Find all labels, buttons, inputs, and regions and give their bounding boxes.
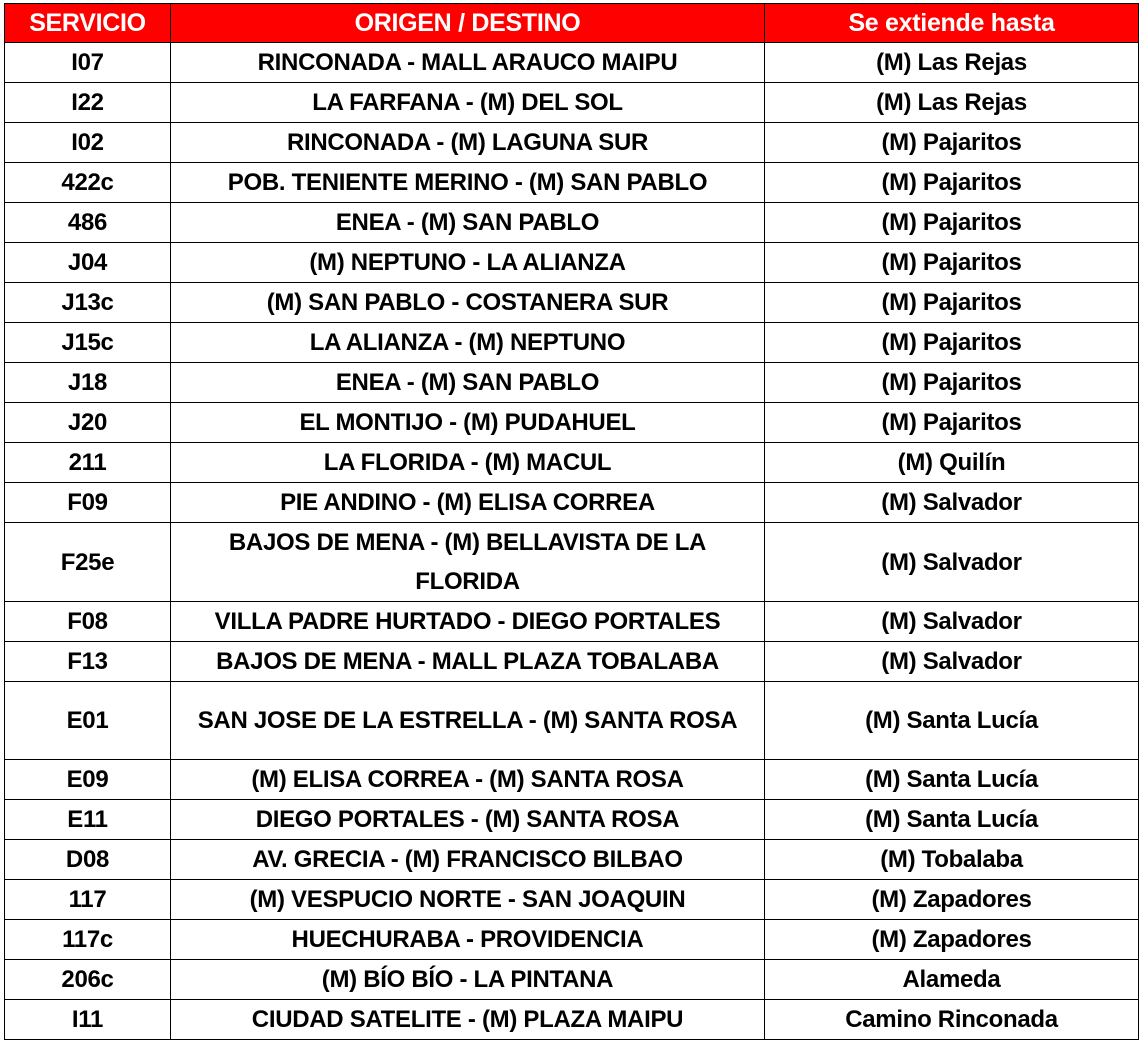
cell-origen-destino: BAJOS DE MENA - MALL PLAZA TOBALABA [171, 642, 765, 682]
cell-origen-destino: VILLA PADRE HURTADO - DIEGO PORTALES [171, 602, 765, 642]
table-row [5, 880, 1139, 920]
cell-origen-destino: LA ALIANZA - (M) NEPTUNO [171, 323, 765, 363]
cell-origen-destino: ENEA - (M) SAN PABLO [171, 363, 765, 403]
table-row [5, 283, 1139, 323]
cell-servicio: I11 [5, 1000, 171, 1040]
cell-servicio: F09 [5, 483, 171, 523]
cell-se-extiende-hasta: (M) Las Rejas [765, 43, 1139, 83]
table-row [5, 800, 1139, 840]
cell-se-extiende-hasta: (M) Salvador [765, 523, 1139, 602]
cell-servicio: I07 [5, 43, 171, 83]
cell-se-extiende-hasta: (M) Tobalaba [765, 840, 1139, 880]
cell-se-extiende-hasta: (M) Salvador [765, 642, 1139, 682]
cell-se-extiende-hasta: (M) Pajaritos [765, 403, 1139, 443]
table-row [5, 43, 1139, 83]
cell-servicio: 422c [5, 163, 171, 203]
cell-se-extiende-hasta: (M) Zapadores [765, 920, 1139, 960]
cell-origen-destino: HUECHURABA - PROVIDENCIA [171, 920, 765, 960]
cell-servicio: E09 [5, 760, 171, 800]
table-row [5, 840, 1139, 880]
cell-se-extiende-hasta: (M) Santa Lucía [765, 760, 1139, 800]
cell-se-extiende-hasta: (M) Salvador [765, 602, 1139, 642]
cell-se-extiende-hasta: (M) Salvador [765, 483, 1139, 523]
cell-origen-destino: LA FLORIDA - (M) MACUL [171, 443, 765, 483]
cell-se-extiende-hasta: (M) Pajaritos [765, 203, 1139, 243]
table-row [5, 1000, 1139, 1040]
cell-servicio: F13 [5, 642, 171, 682]
table-row [5, 363, 1139, 403]
table-row [5, 682, 1139, 760]
cell-origen-destino: (M) VESPUCIO NORTE - SAN JOAQUIN [171, 880, 765, 920]
table-row [5, 123, 1139, 163]
cell-servicio: I22 [5, 83, 171, 123]
cell-origen-destino: POB. TENIENTE MERINO - (M) SAN PABLO [171, 163, 765, 203]
cell-origen-destino: LA FARFANA - (M) DEL SOL [171, 83, 765, 123]
header-origen-destino: ORIGEN / DESTINO [171, 4, 765, 43]
cell-servicio: I02 [5, 123, 171, 163]
table-row [5, 483, 1139, 523]
cell-origen-destino: ENEA - (M) SAN PABLO [171, 203, 765, 243]
cell-origen-destino: SAN JOSE DE LA ESTRELLA - (M) SANTA ROSA [171, 682, 765, 760]
table-row [5, 523, 1139, 602]
table-header [5, 4, 1139, 43]
cell-origen-destino: (M) BÍO BÍO - LA PINTANA [171, 960, 765, 1000]
table-row [5, 403, 1139, 443]
cell-servicio: J18 [5, 363, 171, 403]
table-row [5, 203, 1139, 243]
cell-se-extiende-hasta: Alameda [765, 960, 1139, 1000]
cell-servicio: F25e [5, 523, 171, 602]
cell-servicio: 211 [5, 443, 171, 483]
cell-origen-destino: (M) SAN PABLO - COSTANERA SUR [171, 283, 765, 323]
cell-se-extiende-hasta: (M) Zapadores [765, 880, 1139, 920]
cell-origen-destino: CIUDAD SATELITE - (M) PLAZA MAIPU [171, 1000, 765, 1040]
cell-se-extiende-hasta: (M) Pajaritos [765, 123, 1139, 163]
table-row [5, 443, 1139, 483]
cell-servicio: E11 [5, 800, 171, 840]
cell-origen-destino: RINCONADA - (M) LAGUNA SUR [171, 123, 765, 163]
cell-origen-destino: RINCONADA - MALL ARAUCO MAIPU [171, 43, 765, 83]
cell-se-extiende-hasta: (M) Pajaritos [765, 323, 1139, 363]
table-row [5, 602, 1139, 642]
table-body [5, 43, 1139, 1040]
cell-origen-destino: AV. GRECIA - (M) FRANCISCO BILBAO [171, 840, 765, 880]
cell-origen-destino: (M) ELISA CORREA - (M) SANTA ROSA [171, 760, 765, 800]
cell-origen-destino: PIE ANDINO - (M) ELISA CORREA [171, 483, 765, 523]
cell-servicio: 486 [5, 203, 171, 243]
cell-origen-destino: EL MONTIJO - (M) PUDAHUEL [171, 403, 765, 443]
cell-servicio: J15c [5, 323, 171, 363]
cell-servicio: 117c [5, 920, 171, 960]
cell-servicio: F08 [5, 602, 171, 642]
cell-servicio: 206c [5, 960, 171, 1000]
cell-se-extiende-hasta: Camino Rinconada [765, 1000, 1139, 1040]
table-row [5, 760, 1139, 800]
table-row [5, 920, 1139, 960]
cell-servicio: J20 [5, 403, 171, 443]
cell-se-extiende-hasta: (M) Quilín [765, 443, 1139, 483]
table-row [5, 163, 1139, 203]
cell-se-extiende-hasta: (M) Santa Lucía [765, 800, 1139, 840]
cell-se-extiende-hasta: (M) Pajaritos [765, 163, 1139, 203]
table-row [5, 323, 1139, 363]
cell-se-extiende-hasta: (M) Pajaritos [765, 243, 1139, 283]
cell-origen-destino: DIEGO PORTALES - (M) SANTA ROSA [171, 800, 765, 840]
cell-origen-destino: BAJOS DE MENA - (M) BELLAVISTA DE LA FLORIDA [171, 523, 765, 602]
table-row [5, 83, 1139, 123]
header-servicio: SERVICIO [5, 4, 171, 43]
cell-servicio: J04 [5, 243, 171, 283]
cell-se-extiende-hasta: (M) Pajaritos [765, 283, 1139, 323]
table-row [5, 243, 1139, 283]
cell-se-extiende-hasta: (M) Las Rejas [765, 83, 1139, 123]
table-row [5, 642, 1139, 682]
cell-servicio: J13c [5, 283, 171, 323]
header-se-extiende-hasta: Se extiende hasta [765, 4, 1139, 43]
cell-servicio: E01 [5, 682, 171, 760]
cell-servicio: D08 [5, 840, 171, 880]
cell-se-extiende-hasta: (M) Pajaritos [765, 363, 1139, 403]
header-row [5, 4, 1139, 43]
cell-origen-destino: (M) NEPTUNO - LA ALIANZA [171, 243, 765, 283]
cell-servicio: 117 [5, 880, 171, 920]
cell-se-extiende-hasta: (M) Santa Lucía [765, 682, 1139, 760]
services-table [4, 3, 1139, 1040]
table-row [5, 960, 1139, 1000]
